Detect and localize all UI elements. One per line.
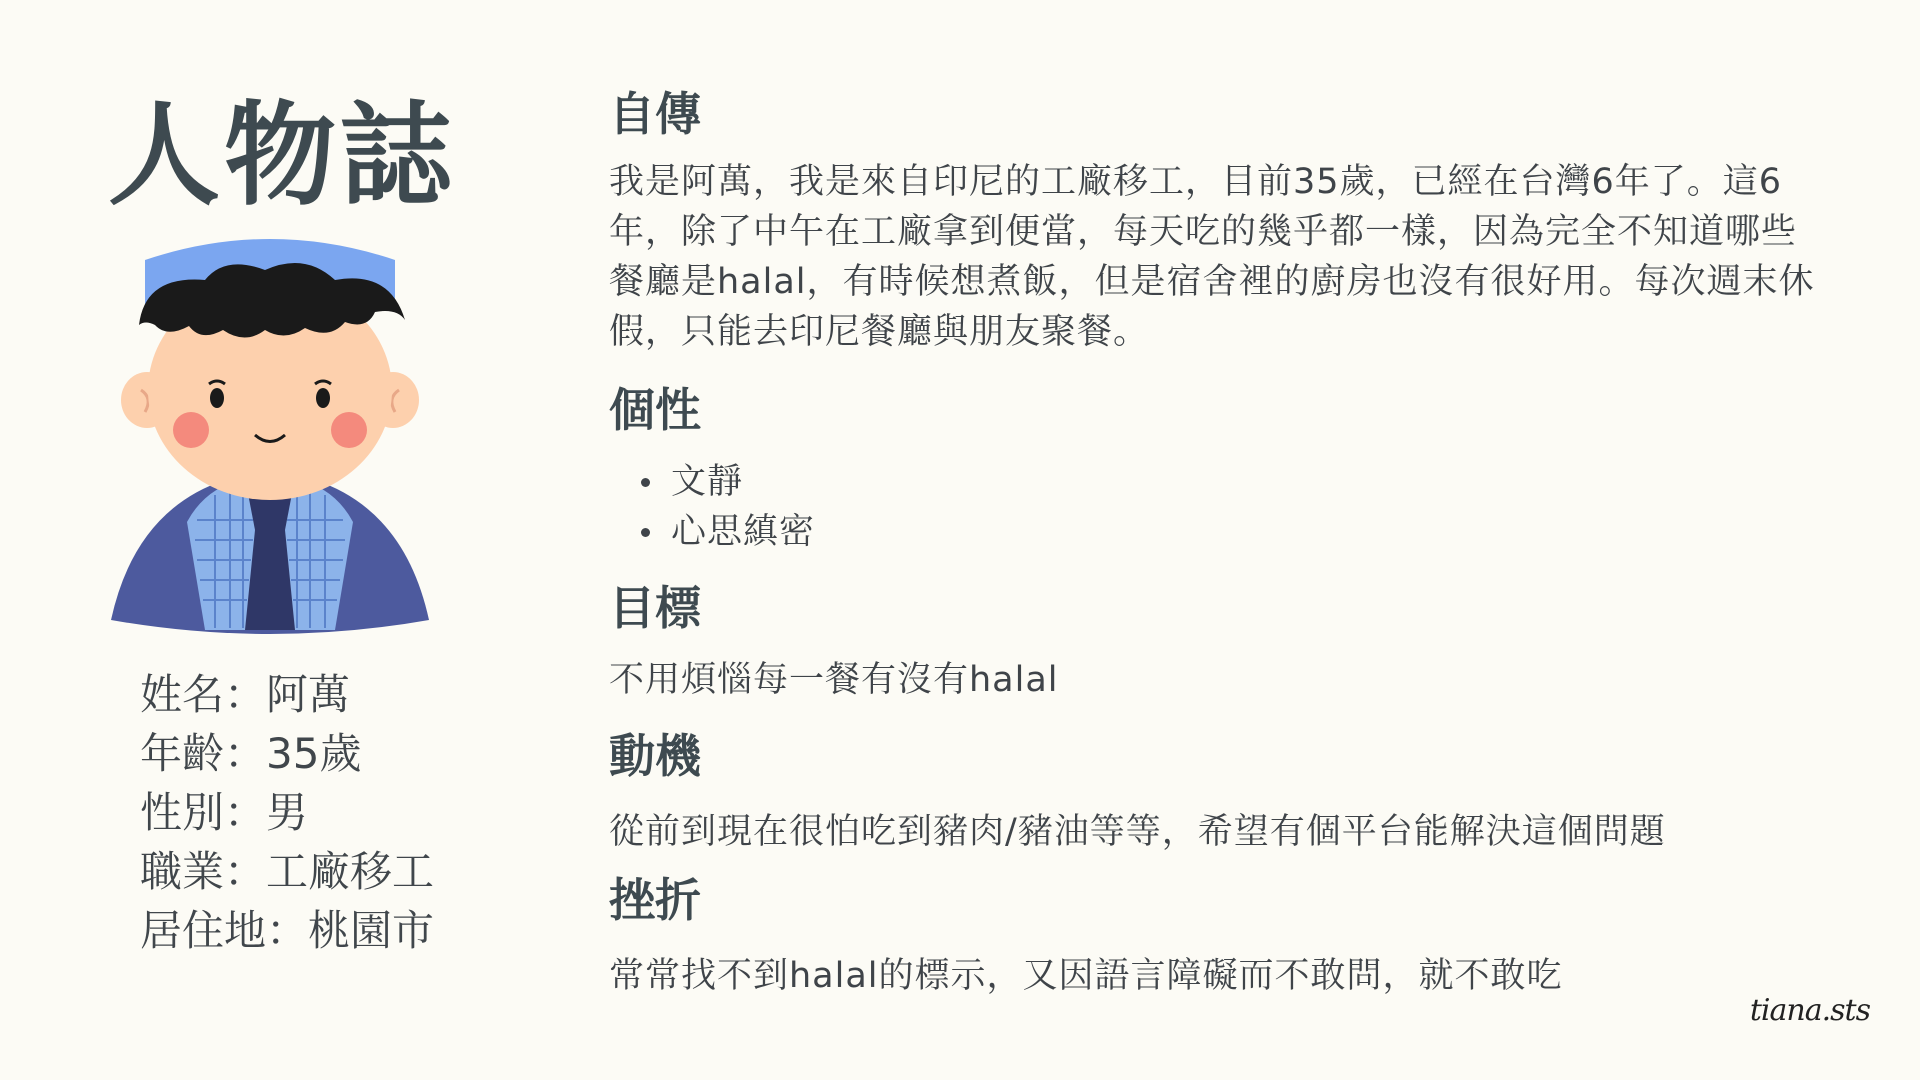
profile-info [140, 665, 434, 960]
bio-text: 我是阿萬，我是來自印尼的工廠移工，目前35歲，已經在台灣6年了。這6年，除了中午在工廠拿到便當，每天吃的幾乎都一樣，因為完全不知道哪些餐廳是halal，有時候想煮飯，但是宿舍裡的廚房也沒有很好用。每次週末休假，只能去印尼餐廳與朋友聚餐。 [609, 162, 1815, 352]
profile-label: 職業： [140, 847, 267, 896]
profile-value: 男 [266, 788, 309, 837]
persona-content [609, 85, 1815, 1001]
profile-age-row [140, 724, 434, 783]
bullet-icon [641, 528, 650, 537]
motivation-text: 從前到現在很怕吃到豬肉/豬油等等，希望有個平台能解決這個問題 [609, 812, 1666, 852]
profile-label: 居住地： [140, 906, 309, 955]
profile-residence-row [140, 901, 434, 960]
motivation-heading: 動機 [609, 729, 701, 783]
person-avatar-icon [105, 230, 435, 650]
list-item [609, 457, 1809, 507]
personality-section [609, 381, 1809, 557]
profile-gender-row [140, 783, 434, 842]
goal-text: 不用煩惱每一餐有沒有halal [609, 660, 1059, 700]
profile-value: 35歲 [266, 729, 362, 778]
trait-list [609, 457, 1809, 557]
frustration-text: 常常找不到halal的標示，又因語言障礙而不敢問，就不敢吃 [609, 956, 1563, 996]
profile-name-row [140, 665, 434, 724]
list-item [609, 507, 1809, 557]
profile-label: 姓名： [140, 670, 267, 719]
motivation-section [609, 727, 1809, 857]
trait-text: 文靜 [671, 462, 744, 502]
profile-value: 阿萬 [266, 670, 351, 719]
goal-section [609, 579, 1809, 705]
frustration-heading: 挫折 [609, 873, 701, 927]
bullet-icon [641, 478, 650, 487]
profile-value: 工廠移工 [266, 847, 435, 896]
bio-section [609, 85, 1815, 357]
signature: tiana.sts [1749, 993, 1870, 1028]
page-title: 人物誌 [108, 91, 456, 221]
profile-label: 性別： [140, 788, 267, 837]
goal-heading: 目標 [609, 581, 701, 635]
profile-value: 桃園市 [308, 906, 435, 955]
personality-heading: 個性 [609, 383, 701, 437]
profile-label: 年齡： [140, 729, 267, 778]
trait-text: 心思縝密 [671, 512, 816, 552]
profile-occupation-row [140, 842, 434, 901]
bio-heading: 自傳 [609, 87, 701, 141]
frustration-section [609, 871, 1809, 1001]
